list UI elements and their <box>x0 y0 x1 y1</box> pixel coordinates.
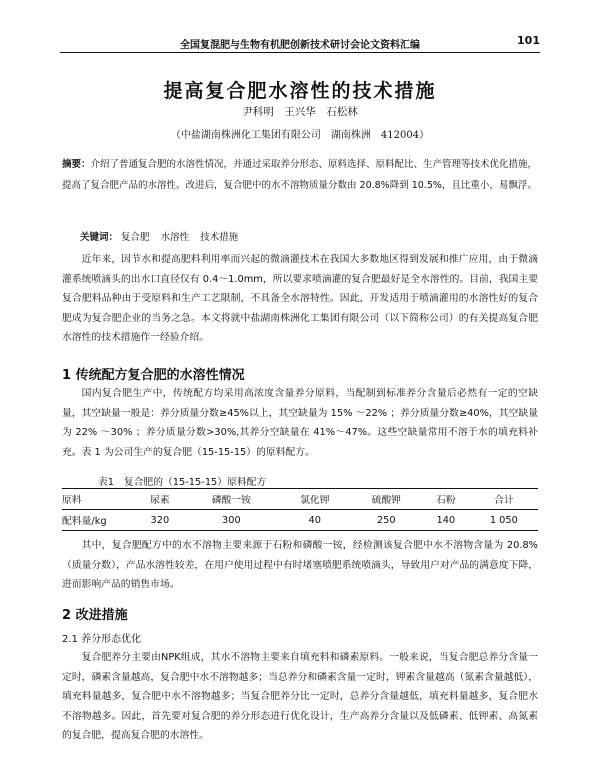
journal-title: 全国复混肥与生物有机肥创新技术研讨会论文资料汇编 <box>180 40 420 51</box>
running-header <box>60 30 540 53</box>
abstract <box>62 154 538 196</box>
keyword: 复合肥 <box>121 232 150 243</box>
intro-paragraph: 近年来，因节水和提高肥料利用率而兴起的微滴灌技术在我国大多数地区得到发展和推广应用，由于微滴灌系统喷滴头的出水口直径仅有 0.4～1.0mm，所以要求喷滴灌的复合肥最好是全水溶性的。目前，我国主要复合肥料品种由于受原料和生产工艺限制，不具备全水溶特性。因此，开发适用于喷滴灌用的水溶性好的复合肥成为复合肥企业的当务之急。本文将就中盐湖南株洲化工集团有限公司（以下简称公司）的有关提高复合肥水溶性的技术措施作一经验介绍。 <box>62 254 538 343</box>
subsection-2-1-heading: 2.1 养分形态优化 <box>62 634 142 645</box>
abstract-text: 介绍了普通复合肥的水溶性情况，并通过采取养分形态、原料选择、原料配比、生产管理等技术优化措施，提高了复合肥产品的水溶性。改进后，复合肥中的水不溶物质量分数由 20.8%降到 10.5%，且比重小，易飘浮。 <box>62 159 538 191</box>
table-cell: 320 <box>150 514 170 526</box>
table-header-cell: 硫酸钾 <box>371 495 401 506</box>
table-cell: 250 <box>376 514 396 526</box>
section-1-heading: 1 传统配方复合肥的水溶性情况 <box>62 368 245 383</box>
keyword: 技术措施 <box>200 232 239 243</box>
section-2-paragraph-1: 复合肥养分主要由NPK组成，其水不溶物主要来自填充料和磷素原料。一般来说，当复合肥总养分含量一定时，磷素含量越高，复合肥中水不溶物越多；当总养分和磷素含量一定时，钾素含量越高（氮素含量越低），填充料量越多，复合肥中水不溶物越多；当复合肥养分比一定时，总养分含量越低，填充料量越多，复合肥水不溶物越多。因此，首先要对复合肥的养分形态进行优化设计，生产高养分含量以及低磷素、低钾素、高氮素的复合肥，提高复合肥的水溶性。 <box>62 652 538 741</box>
keyword: 水溶性 <box>160 232 190 243</box>
section-2-heading: 2 改进措施 <box>62 608 128 623</box>
article-title: 提高复合肥水溶性的技术措施 <box>163 80 437 102</box>
section-1-paragraph-1: 国内复合肥生产中，传统配方均采用高浓度含量养分原料，当配制到标准养分含量后必然有一定的空缺量，其空缺量一般是：养分质量分数≥45%以上，其空缺量为 15% ～22% ；养分质量分数≥40%，其空缺量为 22% ～30% ；养分质量分数>30%,其养分空缺量在 41%～47%。这些空缺量常用不溶于水的填充料补充。表 1 为公司生产的复合肥（15-15-15）的原料配方。 <box>62 388 538 458</box>
table-cell: 40 <box>308 514 321 526</box>
table-row <box>62 510 538 531</box>
table-caption: 表1 复合肥的（15-15-15）原料配方 <box>98 477 267 488</box>
keywords <box>80 229 540 243</box>
table-cell: 300 <box>221 514 241 526</box>
abstract-label: 摘要： <box>62 159 91 170</box>
table-header-cell: 尿素 <box>150 495 170 506</box>
section-1-paragraph-2: 其中，复合肥配方中的水不溶物主要来源于石粉和磷酸一铵，经检测该复合肥中水不溶物含量为 20.8%（质量分数），产品水溶性较差，在用户使用过程中有时堵塞喷肥系统喷滴头，导致用户对产品的满意度下降，进而影响产品的销售市场。 <box>62 540 538 590</box>
table-header-cell: 石粉 <box>436 495 456 506</box>
table-header-cell: 原料 <box>62 495 82 506</box>
table-header-cell: 磷酸一铵 <box>211 495 251 506</box>
keywords-label: 关键词： <box>80 232 119 243</box>
table-header-cell: 合计 <box>494 495 514 506</box>
table-cell: 1 050 <box>489 514 518 526</box>
table-cell: 配料量/kg <box>62 516 107 527</box>
page-number: 101 <box>517 34 540 47</box>
formula-table <box>62 488 538 531</box>
table-cell: 140 <box>436 514 456 526</box>
affiliation: （中盐湖南株洲化工集团有限公司 湖南株洲 412004） <box>170 130 430 141</box>
table-header-cell: 氯化钾 <box>300 495 330 506</box>
table-header-row <box>62 489 538 510</box>
author-list: 尹科明 王兴华 石松林 <box>242 106 358 118</box>
